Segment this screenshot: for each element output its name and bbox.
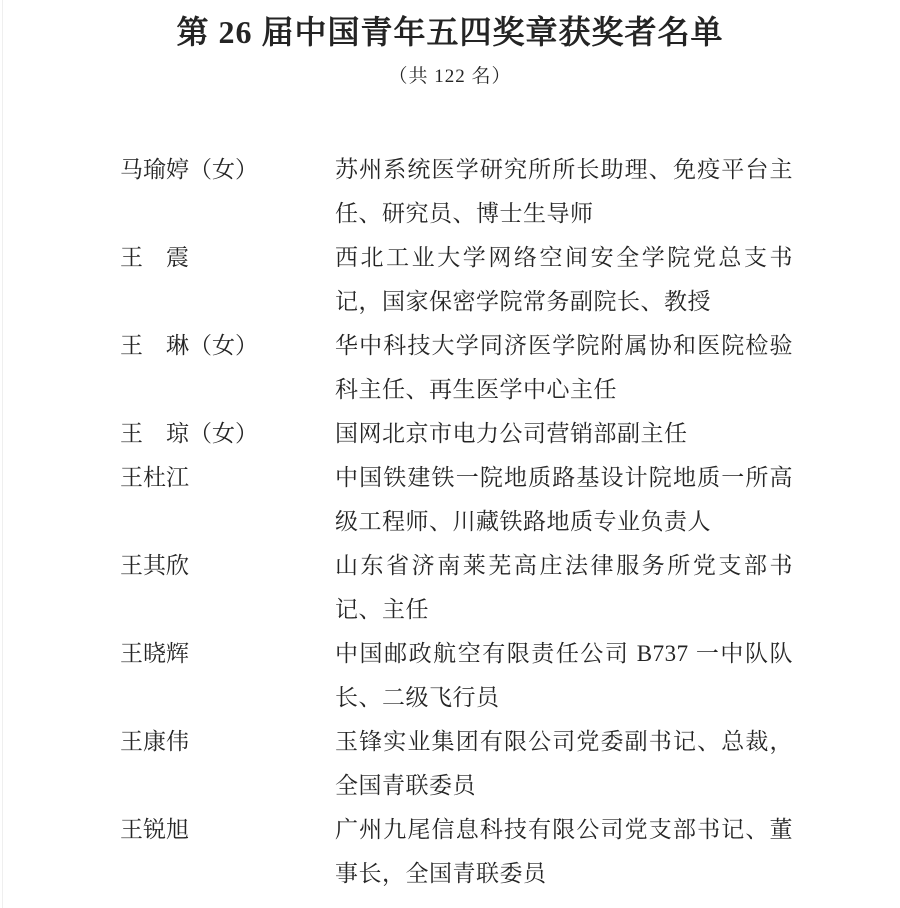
- winner-row: [0, 456, 900, 544]
- winner-row: [0, 412, 900, 456]
- winner-description: 国网北京市电力公司营销部副主任: [335, 421, 688, 446]
- winner-name: 王晓辉: [120, 641, 189, 666]
- winner-row: [0, 632, 900, 720]
- winner-description: 山东省济南莱芜高庄法律服务所党支部书记、主任: [335, 553, 793, 622]
- winner-name: 王杜江: [120, 465, 189, 490]
- winner-description: 中国邮政航空有限责任公司 B737 一中队队长、二级飞行员: [335, 641, 793, 710]
- winner-name: 王康伟: [120, 729, 189, 754]
- winner-row: [0, 324, 900, 412]
- page-title: 第 26 届中国青年五四奖章获奖者名单: [176, 14, 724, 50]
- winner-row: [0, 720, 900, 808]
- winner-description: 华中科技大学同济医学院附属协和医院检验科主任、再生医学中心主任: [335, 333, 793, 402]
- winner-description: 苏州系统医学研究所所长助理、免疫平台主任、研究员、博士生导师: [335, 157, 793, 226]
- winner-description: 玉锋实业集团有限公司党委副书记、总裁，全国青联委员: [335, 729, 793, 798]
- winner-name: 王锐旭: [120, 817, 189, 842]
- winner-name: 王 琳（女）: [120, 333, 258, 358]
- winner-description: 西北工业大学网络空间安全学院党总支书记，国家保密学院常务副院长、教授: [335, 245, 793, 314]
- winner-name: 王 震: [120, 245, 189, 270]
- winner-row: [0, 148, 900, 236]
- winner-row: [0, 544, 900, 632]
- winner-row: [0, 236, 900, 324]
- page-subtitle: （共 122 名）: [388, 66, 512, 87]
- winner-name: 王 琼（女）: [120, 421, 258, 446]
- winner-name: 王其欣: [120, 553, 189, 578]
- winner-list: [0, 148, 900, 896]
- winner-description: 广州九尾信息科技有限公司党支部书记、董事长，全国青联委员: [335, 817, 793, 886]
- scan-edge-artifact: [2, 0, 3, 908]
- winner-description: 中国铁建铁一院地质路基设计院地质一所高级工程师、川藏铁路地质专业负责人: [335, 465, 793, 534]
- winner-row: [0, 808, 900, 896]
- winner-name: 马瑜婷（女）: [120, 157, 258, 182]
